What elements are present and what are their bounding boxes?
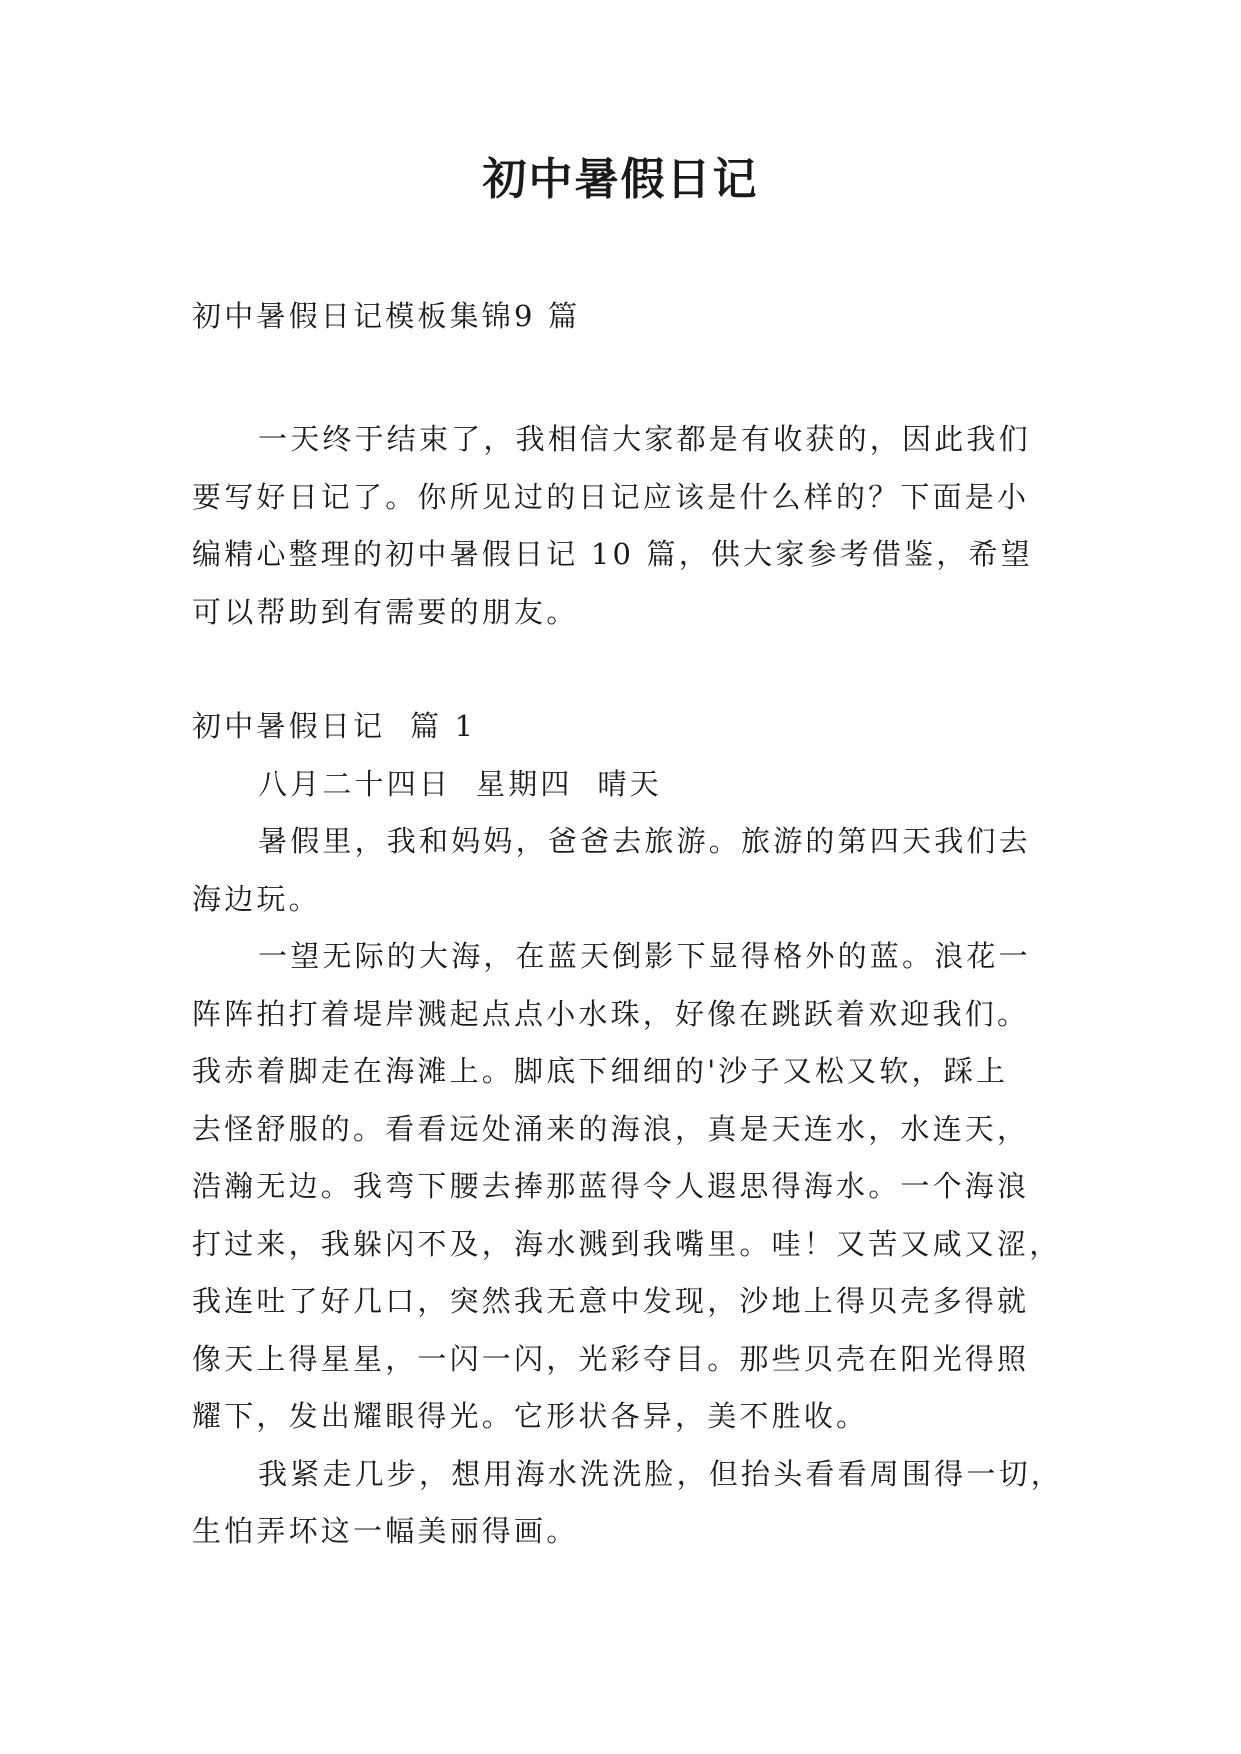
paragraph-line: 暑假里，我和妈妈，爸爸去旅游。旅游的第四天我们去 — [258, 824, 1031, 858]
document-title: 初中暑假日记 — [482, 154, 759, 205]
diary-section-1 — [192, 698, 1064, 1561]
paragraph-line: 去怪舒服的。看看远处涌来的海浪，真是天连水，水连天， — [192, 1111, 1030, 1146]
intro-line: 要写好日记了。你所见过的日记应该是什么样的？下面是小 — [192, 479, 1030, 514]
paragraph-line: 我连吐了好几口，突然我无意中发现，沙地上得贝壳多得就 — [192, 1284, 1030, 1318]
diary-date-line: 八月二十四日 星期四 晴天 — [258, 766, 662, 801]
paragraph-line: 阵阵拍打着堤岸溅起点点小水珠，好像在跳跃着欢迎我们。 — [192, 996, 1030, 1031]
intro-line: 一天终于结束了，我相信大家都是有收获的，因此我们 — [258, 422, 1031, 456]
paragraph-line: 我紧走几步，想用海水洗洗脸，但抬头看看周围得一切， — [258, 1456, 1064, 1491]
paragraph-line: 一望无际的大海，在蓝天倒影下显得格外的蓝。浪花一 — [258, 939, 1031, 973]
paragraph-line: 我赤着脚走在海滩上。脚底下细细的'沙子又松又软，踩上 — [192, 1054, 1009, 1088]
paragraph-line: 海边玩。 — [192, 881, 321, 916]
intro-paragraph — [192, 411, 1052, 641]
subtitle-line: 初中暑假日记模板集锦9 篇 — [192, 299, 581, 333]
paragraph-line: 打过来，我躲闪不及，海水溅到我嘴里。哇！又苦又咸又涩， — [192, 1226, 1062, 1261]
intro-line: 编精心整理的初中暑假日记 10 篇，供大家参考借鉴，希望 — [192, 537, 1033, 571]
intro-line: 可以帮助到有需要的朋友。 — [192, 594, 579, 629]
paragraph-line: 浩瀚无边。我弯下腰去捧那蓝得令人遐思得海水。一个海浪 — [192, 1169, 1030, 1203]
document-subtitle — [192, 288, 1052, 346]
section-heading: 初中暑假日记 篇 1 — [192, 709, 477, 743]
paragraph-line: 像天上得星星，一闪一闪，光彩夺目。那些贝壳在阳光得照 — [192, 1341, 1030, 1376]
paragraph-line: 耀下，发出耀眼得光。它形状各异，美不胜收。 — [192, 1399, 869, 1433]
paragraph-line: 生怕弄坏这一幅美丽得画。 — [192, 1514, 579, 1548]
